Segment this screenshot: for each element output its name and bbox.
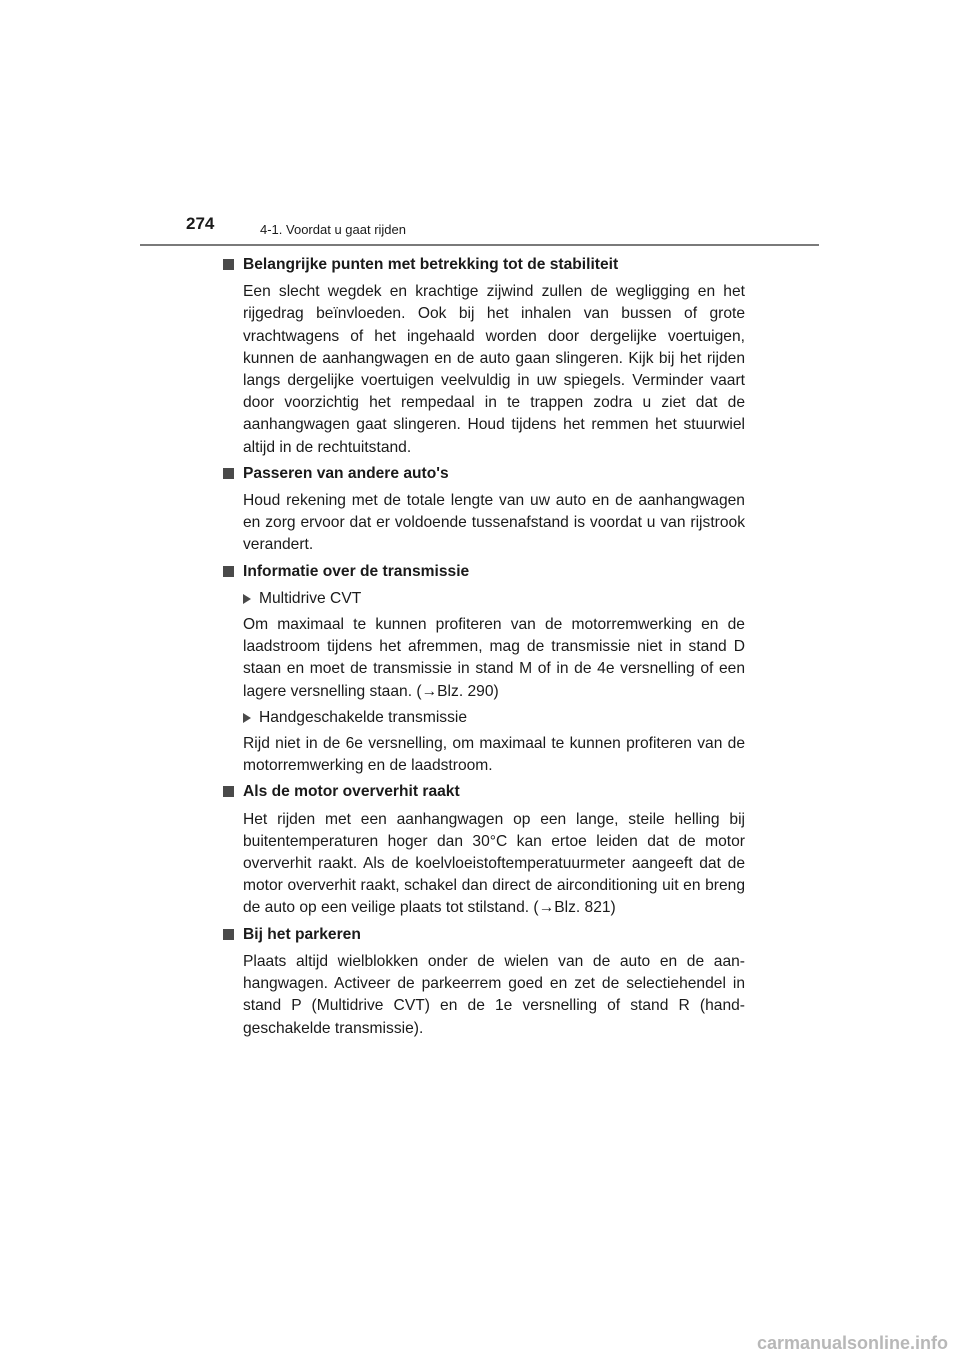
section-paragraph: Rijd niet in de 6e versnelling, om maximaal te kunnen profiteren van de motorremwerking en de laadstroom.: [243, 735, 745, 775]
section-transmission: [223, 561, 745, 778]
header-divider: [140, 244, 819, 246]
triangle-bullet-icon: [243, 713, 251, 723]
square-bullet-icon: [223, 468, 234, 479]
section-passing: [223, 463, 745, 557]
section-heading: Informatie over de transmissie: [223, 561, 745, 583]
triangle-bullet-icon: [243, 594, 251, 604]
section-title: 4-1. Voordat u gaat rijden: [260, 222, 406, 237]
square-bullet-icon: [223, 929, 234, 940]
sub-heading-cvt: Multidrive CVT: [223, 588, 745, 610]
section-paragraph: Houd rekening met de totale lengte van uw auto en de aanhangwagen en zorg ervoor dat er voldoende tussenafstand is voordat u van rijstrook verandert.: [243, 492, 745, 554]
section-paragraph: Om maximaal te kunnen profiteren van de motorremwerking en de laadstroom tijdens het afremmen, mag de transmissie niet in stand D staan en moet de transmissie in stand M of in de 4e versnelling of een lagere versnelling staan. (→Blz. 290): [243, 616, 745, 700]
sub-heading-manual: Handgeschakelde transmissie: [223, 707, 745, 729]
square-bullet-icon: [223, 786, 234, 797]
page-number: 274: [186, 214, 215, 233]
section-heading: Als de motor oververhit raakt: [223, 781, 745, 803]
section-parking: [223, 924, 745, 1040]
square-bullet-icon: [223, 566, 234, 577]
section-paragraph: Plaats altijd wielblokken onder de wielen van de auto en de aanhangwagen. Activeer de parkeerrem goed en zet de selectiehendel in stand P (Multidrive CVT) en de 1e versnelling of stand R (handgeschakelde transmissie).: [243, 952, 745, 1037]
section-heading: Passeren van andere auto's: [223, 463, 745, 485]
section-paragraph: Een slecht wegdek en krachtige zijwind zullen de wegligging en het rijgedrag beïnvloeden. Ook bij het inhalen van bussen of grote vrachtwagens of het ingehaald worden door dergelijke voertuigen, kunnen de aanhangwagen en de auto gaan slingeren. Kijk bij het rijden langs dergelijke voertuigen veelvuldig in uw spiegels. Verminder vaart door voorzichtig het rempedaal in te trappen zodra u ziet dat de aanhangwagen gaat slingeren. Houd tijdens het remmen het stuurwiel altijd in de rechtuitstand.: [243, 283, 745, 456]
section-paragraph: Het rijden met een aanhangwagen op een lange, steile helling bij buitentemperaturen hoger dan 30°C kan ertoe leiden dat de motor oververhit raakt. Als de koelvloeistoftemperatuurmeter aangeeft dat de motor oververhit raakt, schakel dan direct de airconditioning uit en breng de auto op een veilige plaats tot stilstand. (→Blz. 821): [243, 810, 745, 917]
section-overheating: [223, 781, 745, 919]
square-bullet-icon: [223, 259, 234, 270]
section-stability: [223, 254, 745, 459]
section-heading: Bij het parkeren: [223, 924, 745, 946]
watermark: carmanualsonline.info: [756, 1333, 948, 1353]
page-content: [223, 254, 745, 1044]
section-heading: Belangrijke punten met betrekking tot de stabiliteit: [223, 254, 745, 276]
